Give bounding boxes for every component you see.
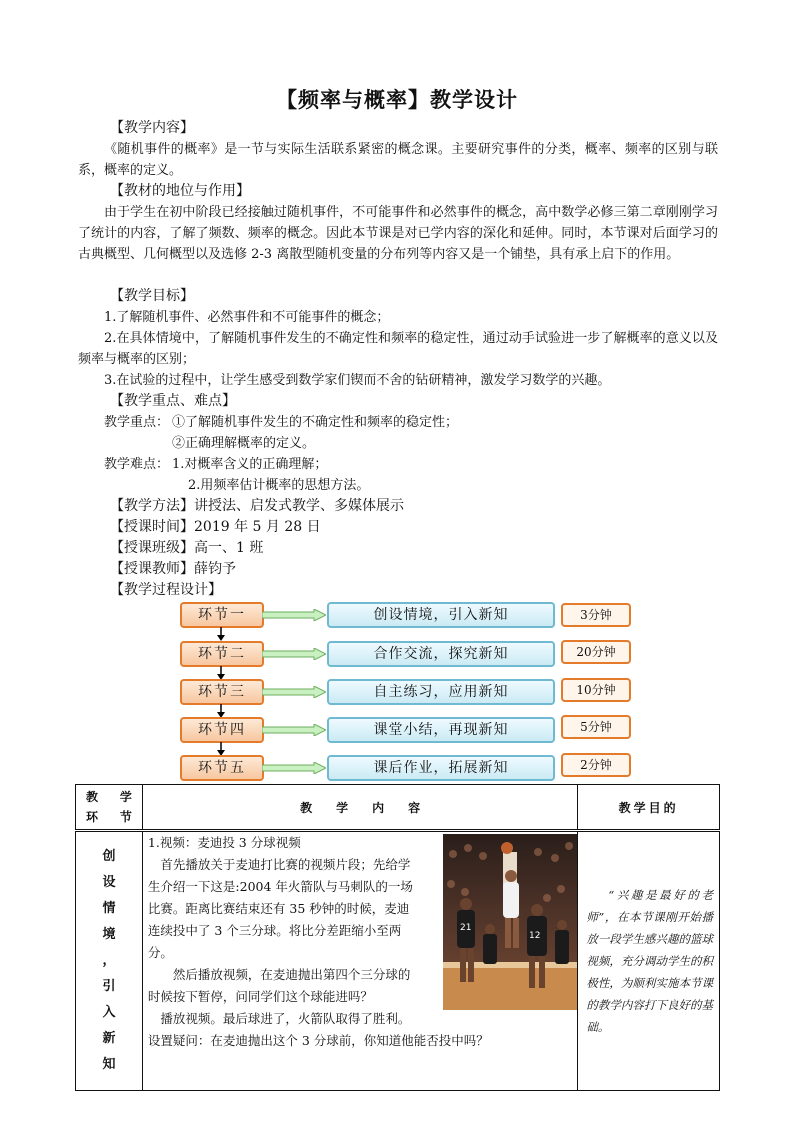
svg-text:21: 21 [459,923,472,933]
content-line: 1.视频：麦迪投 3 分球视频 [147,835,301,850]
time-value: 2019 年 5 月 28 日 [194,519,321,535]
stage-cell [76,831,143,1091]
goal-item: 1.了解随机事件、必然事件和不可能事件的概念； [104,310,390,325]
basketball-game-image [443,834,577,1010]
right-arrow-icon [262,724,326,736]
class-label: 【授课班级】 [110,540,194,556]
ball [501,842,513,854]
purpose-text: “兴趣是最好的老师”，在本节课刚开始播放一段学生感兴趣的篮球视频，充分调动学生的积极性，为顺利实施本节课的教学内容打下良好的基础。 [586,888,713,1034]
lesson-table [75,784,720,1091]
content-text-block [148,832,438,1008]
header-content-cell: 教 学 内 容 [142,785,577,831]
right-arrow-icon [262,648,326,660]
header-stage-char: 节 [119,810,132,824]
difficulty-point: 2.用频率估计概率的思想方法。 [188,478,370,493]
content-line: 比赛。距离比赛结束还有 35 秒钟的时候，麦迪 [147,901,410,916]
flow-content-box: 创设情境，引入新知 [327,602,555,628]
content-line: 然后播放视频，在麦迪抛出第四个三分球的 [147,967,411,982]
flow-time-box: 3分钟 [561,603,631,627]
page-title: 【频率与概率】教学设计 [276,88,518,112]
content-line: 首先播放关于麦迪打比赛的视频片段；先给学 [147,857,411,872]
key-point: ②正确理解概率的定义。 [172,436,316,451]
section-heading-content: 【教学内容】 [110,120,194,136]
method-value: 讲授法、启发式教学、多媒体展示 [194,498,404,514]
time-label: 【授课时间】 [110,519,194,535]
header-stage-char: 环 [86,810,99,824]
difficulty-point: 1.对概率含义的正确理解； [172,457,328,472]
header-purpose-cell: 教学目的 [578,785,720,831]
content-line: 分。 [147,945,173,960]
flow-stage-box: 环节二 [180,641,264,667]
flow-stage-box: 环节五 [180,755,264,781]
content-text: 《随机事件的概率》是一节与实际生活联系紧密的概念课。主要研究事件的分类，概率、频率的区别与联系，概率的定义。 [78,142,718,178]
key-point: ①了解随机事件发生的不确定性和频率的稳定性； [172,415,459,430]
down-arrow-icon [217,704,225,718]
flow-content-box: 自主练习，应用新知 [327,679,555,705]
down-arrow-icon [217,742,225,756]
table-header-row [76,785,720,831]
teacher-label: 【授课教师】 [110,561,194,577]
section-heading-focus: 【教学重点、难点】 [110,393,236,409]
flow-stage-box: 环节三 [180,679,264,705]
purpose-cell [578,831,720,1091]
teacher-row [110,559,236,580]
method-label: 【教学方法】 [110,498,194,514]
right-arrow-icon [262,686,326,698]
down-arrow-icon [217,666,225,680]
flow-stage-box: 环节四 [180,717,264,743]
flow-time-box: 20分钟 [561,640,631,664]
basketball-photo [443,834,577,1010]
class-value: 高一、1 班 [194,540,264,556]
method-row [110,496,404,517]
section-heading-goals: 【教学目标】 [110,288,194,304]
flow-time-box: 2分钟 [561,753,631,777]
section-heading-process: 【教学过程设计】 [110,582,222,598]
flow-content-box: 课后作业，拓展新知 [327,755,555,781]
header-stage-char: 学 [119,790,132,804]
flow-content-box: 合作交流，探究新知 [327,641,555,667]
position-text: 由于学生在初中阶段已经接触过随机事件，不可能事件和必然事件的概念，高中数学必修三第二章刚刚学习了统计的内容，了解了频数、频率的概念。因此本节课是对已学内容的深化和延伸。同时，本节课对后面学习的古典概型、几何概型以及选修 2-3 离散型随机变量的分布列等内容又是一个铺垫，具有承上启下的作用。 [78,205,718,262]
svg-text:12: 12 [528,931,541,941]
content-line: 设置疑问：在麦迪抛出这个 3 分球前，你知道他能否投中吗？ [147,1033,489,1048]
class-row [110,538,263,559]
content-line: 连续投中了 3 个三分球。将比分差距缩小至两 [147,923,402,938]
right-arrow-icon [262,609,326,621]
difficulty-label: 教学难点： [104,457,170,472]
content-line: 播放视频。最后球进了，火箭队取得了胜利。 [147,1011,411,1026]
goal-item: 3.在试验的过程中，让学生感受到数学家们锲而不舍的钻研精神，激发学习数学的兴趣。 [104,373,611,388]
goal-item: 2.在具体情境中，了解随机事件发生的不确定性和频率的稳定性，通过动手试验进一步了解概率的意义以及频率与概率的区别； [78,331,718,367]
content-line: 生介绍一下这是:2004 年火箭队与马刺队的一场 [147,879,413,894]
section-heading-position: 【教材的地位与作用】 [110,183,250,199]
flow-content-box: 课堂小结，再现新知 [327,717,555,743]
key-label: 教学重点： [104,415,170,430]
right-arrow-icon [262,762,326,774]
table-row [76,831,720,1091]
down-arrow-icon [217,627,225,641]
time-row [110,517,321,538]
content-cell [142,831,577,1091]
header-stage-cell [76,785,143,831]
flow-stage-box: 环节一 [180,602,264,628]
stage-vertical-text: 创 设 情 境 ， 引 入 新 知 [102,849,116,1072]
content-line: 时候按下暂停，问同学们这个球能进吗？ [147,989,373,1004]
flow-time-box: 10分钟 [561,678,631,702]
teacher-value: 薛钧予 [194,561,236,577]
flow-time-box: 5分钟 [561,715,631,739]
header-stage-char: 教 [86,790,99,804]
